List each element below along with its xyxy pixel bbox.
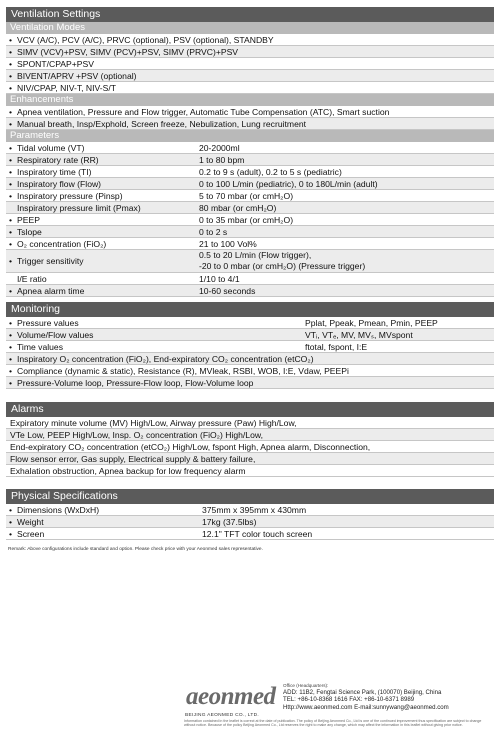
parameter-row (6, 202, 494, 214)
parameter-label: PEEP (17, 214, 40, 225)
parameter-value: 0 to 2 s (199, 226, 228, 237)
section-physical-specifications: Physical Specifications (6, 489, 494, 504)
section-alarms: Alarms (6, 402, 494, 417)
parameter-row (6, 154, 494, 166)
parameters-table (6, 142, 494, 297)
bullet-icon: • (9, 226, 13, 237)
bullet-icon: • (9, 46, 13, 57)
alarms-list (6, 417, 494, 477)
bullet-icon: • (9, 34, 13, 45)
bullet-icon: • (9, 329, 13, 340)
physical-row (6, 504, 494, 516)
monitoring-value: ftotal, fspont, I:E (305, 341, 368, 352)
parameter-label: Inspiratory pressure limit (Pmax) (17, 202, 141, 213)
parameter-value-2: -20 to 0 mbar (or cmH₂O) (Pressure trigger) (199, 261, 366, 271)
parameter-row (6, 250, 494, 273)
bullet-icon: • (9, 377, 13, 388)
alarm-text: VTe Low, PEEP High/Low, Insp. O₂ concentration (FiO₂) High/Low, (10, 429, 263, 440)
parameter-value-cell (199, 250, 494, 272)
bullet-icon: • (9, 528, 13, 539)
monitoring-table (6, 317, 494, 389)
section-ventilation-settings: Ventilation Settings (6, 7, 494, 22)
mode-text: NIV/CPAP, NIV-T, NIV-S/T (17, 82, 117, 93)
bullet-icon: • (9, 70, 13, 81)
parameter-row (6, 190, 494, 202)
parameter-label: Tslope (17, 226, 42, 237)
mode-row (6, 58, 494, 70)
mode-row (6, 70, 494, 82)
bullet-icon: • (9, 341, 13, 352)
parameter-label: Trigger sensitivity (17, 255, 84, 266)
parameter-row (6, 273, 494, 285)
parameter-value: 21 to 100 Vol% (199, 238, 257, 249)
remark-text: Remark: Above configurations include standard and option. Please check price with your Aeonmed sales representative. (8, 547, 263, 552)
monitoring-row (6, 377, 494, 389)
enhancement-text: Apnea ventilation, Pressure and Flow trigger, Automatic Tube Compensation (ATC), Smart suction (17, 106, 390, 117)
enhancement-text: Manual breath, Insp/Exphold, Screen freeze, Nebulization, Lung recruitment (17, 118, 307, 129)
parameter-label: I/E ratio (17, 273, 47, 284)
physical-row (6, 528, 494, 540)
alarm-text: End-expiratory CO₂ concentration (etCO₂) High/Low, fspont High, Apnea alarm, Disconnection, (10, 441, 371, 452)
parameter-row (6, 166, 494, 178)
parameter-row (6, 142, 494, 154)
section-monitoring: Monitoring (6, 302, 494, 317)
monitoring-label: Pressure-Volume loop, Pressure-Flow loop, Flow-Volume loop (17, 377, 254, 388)
alarm-text: Expiratory minute volume (MV) High/Low, Airway pressure (Paw) High/Low, (10, 417, 297, 428)
parameter-value-cell (199, 202, 494, 214)
mode-text: VCV (A/C), PCV (A/C), PRVC (optional), PSV (optional), STANDBY (17, 34, 274, 45)
bullet-icon: • (9, 118, 13, 129)
mode-row (6, 82, 494, 94)
parameter-row (6, 214, 494, 226)
enhancement-row (6, 118, 494, 130)
ventilation-modes-list (6, 34, 494, 94)
parameter-value: 1/10 to 4/1 (199, 273, 240, 284)
parameter-value: 1 to 80 bpm (199, 154, 245, 165)
bullet-icon: • (9, 166, 13, 177)
footer (0, 680, 500, 734)
bullet-icon: • (9, 142, 13, 153)
fine-print: Information contained in the leaflet is correct at the date of publication. The policy of Beijing Aeonmed Co., Ltd is one of the continued improvement thus specification are subject to change without notice. Because of the policy Beijing Aeonmed Co., Ltd reserves the right to make any change, which may affect the information in this leaflet without giving prior notice. (184, 719, 482, 728)
parameter-value-cell (199, 154, 494, 166)
parameter-value: 0.5 to 20 L/min (Flow trigger), (199, 250, 312, 260)
monitoring-label: Pressure values (17, 317, 79, 328)
physical-value: 17kg (37.5lbs) (202, 516, 257, 527)
alarm-row (6, 453, 494, 465)
monitoring-value: VTᵢ, VTₑ, MV, MVₛ, MVspont (305, 329, 413, 340)
mode-text: BIVENT/APRV +PSV (optional) (17, 70, 137, 81)
bullet-icon: • (9, 255, 13, 266)
parameter-row (6, 238, 494, 250)
monitoring-row (6, 341, 494, 353)
bullet-icon: • (9, 285, 13, 296)
mode-text: SPONT/CPAP+PSV (17, 58, 94, 69)
physical-value: 375mm x 395mm x 430mm (202, 504, 307, 515)
physical-label: Weight (17, 516, 44, 527)
physical-label: Dimensions (WxDxH) (17, 504, 100, 515)
mode-text: SIMV (VCV)+PSV, SIMV (PCV)+PSV, SIMV (PRVC)+PSV (17, 46, 239, 57)
alarm-row (6, 441, 494, 453)
enhancements-list (6, 106, 494, 130)
alarm-text: Exhalation obstruction, Apnea backup for low frequency alarm (10, 465, 246, 476)
mode-row (6, 34, 494, 46)
subheader-enhancements: Enhancements (6, 94, 494, 106)
alarm-row (6, 465, 494, 477)
enhancement-row (6, 106, 494, 118)
company-logo: aeonmed (186, 683, 276, 710)
parameter-row (6, 178, 494, 190)
parameter-value-cell (199, 166, 494, 178)
parameter-value: 0 to 35 mbar (or cmH₂O) (199, 214, 294, 225)
parameter-value-cell (199, 142, 494, 154)
parameter-value-cell (199, 178, 494, 190)
address-line: ADD: 11B2, Fengtai Science Park, (100070) Beijing, China (283, 689, 442, 696)
parameter-label: Tidal volume (VT) (17, 142, 85, 153)
monitoring-row (6, 353, 494, 365)
monitoring-row (6, 329, 494, 341)
parameter-value-cell (199, 226, 494, 238)
monitoring-value: Pplat, Ppeak, Pmean, Pmin, PEEP (305, 317, 438, 328)
parameter-value: 80 mbar (or cmH₂O) (199, 202, 277, 213)
physical-value: 12.1" TFT color touch screen (202, 528, 313, 539)
monitoring-row (6, 317, 494, 329)
parameter-value-cell (199, 190, 494, 202)
monitoring-row (6, 365, 494, 377)
office-title: Office (Headquarters): (283, 683, 329, 688)
monitoring-label: Inspiratory O₂ concentration (FiO₂), End-expiratory CO₂ concentration (etCO₂) (17, 353, 314, 364)
parameter-value: 0.2 to 9 s (adult), 0.2 to 5 s (pediatric) (199, 166, 342, 177)
parameter-value-cell (199, 285, 494, 297)
phone-line: TEL: +86-10-8368 1616 FAX: +86-10-6371 8989 (283, 696, 415, 704)
physical-label: Screen (17, 528, 45, 539)
parameter-row (6, 285, 494, 297)
parameter-value-cell (199, 273, 494, 285)
parameter-value-cell (199, 214, 494, 226)
bullet-icon: • (9, 58, 13, 69)
parameter-value: 20-2000ml (199, 142, 240, 153)
parameter-value-cell (199, 238, 494, 250)
alarm-row (6, 429, 494, 441)
alarm-text: Flow sensor error, Gas supply, Electrical supply & battery failure, (10, 453, 256, 464)
bullet-icon: • (9, 154, 13, 165)
physical-row (6, 516, 494, 528)
bullet-icon: • (9, 82, 13, 93)
parameter-label: Apnea alarm time (17, 285, 85, 296)
parameter-value: 0 to 100 L/min (pediatric), 0 to 180L/min (adult) (199, 178, 378, 189)
company-name: BEIJING AEONMED CO., LTD. (185, 713, 260, 718)
parameter-value: 10-60 seconds (199, 285, 256, 296)
parameter-row (6, 226, 494, 238)
subheader-ventilation-modes: Ventilation Modes (6, 22, 494, 34)
alarm-row (6, 417, 494, 429)
bullet-icon: • (9, 106, 13, 117)
bullet-icon: • (9, 516, 13, 527)
parameter-value: 5 to 70 mbar (or cmH₂O) (199, 190, 294, 201)
bullet-icon: • (9, 353, 13, 364)
monitoring-label: Compliance (dynamic & static), Resistance (R), MVleak, RSBI, WOB, I:E, Vdaw, PEEPi (17, 365, 349, 376)
web-email-line: Http://www.aeonmed.com E-mail:sunnywang@aeonmed.com (283, 703, 449, 711)
parameter-label: Inspiratory time (TI) (17, 166, 92, 177)
bullet-icon: • (9, 365, 13, 376)
monitoring-label: Time values (17, 341, 64, 352)
bullet-icon: • (9, 504, 13, 515)
monitoring-label: Volume/Flow values (17, 329, 94, 340)
mode-row (6, 46, 494, 58)
parameter-label: Respiratory rate (RR) (17, 154, 99, 165)
bullet-icon: • (9, 214, 13, 225)
contact-block (283, 683, 449, 711)
bullet-icon: • (9, 238, 13, 249)
physical-specs-table (6, 504, 494, 540)
subheader-parameters: Parameters (6, 130, 494, 142)
parameter-label: Inspiratory pressure (Pinsp) (17, 190, 123, 201)
bullet-icon: • (9, 190, 13, 201)
bullet-icon: • (9, 178, 13, 189)
bullet-icon: • (9, 317, 13, 328)
parameter-label: O₂ concentration (FiO₂) (17, 238, 107, 249)
parameter-label: Inspiratory flow (Flow) (17, 178, 102, 189)
